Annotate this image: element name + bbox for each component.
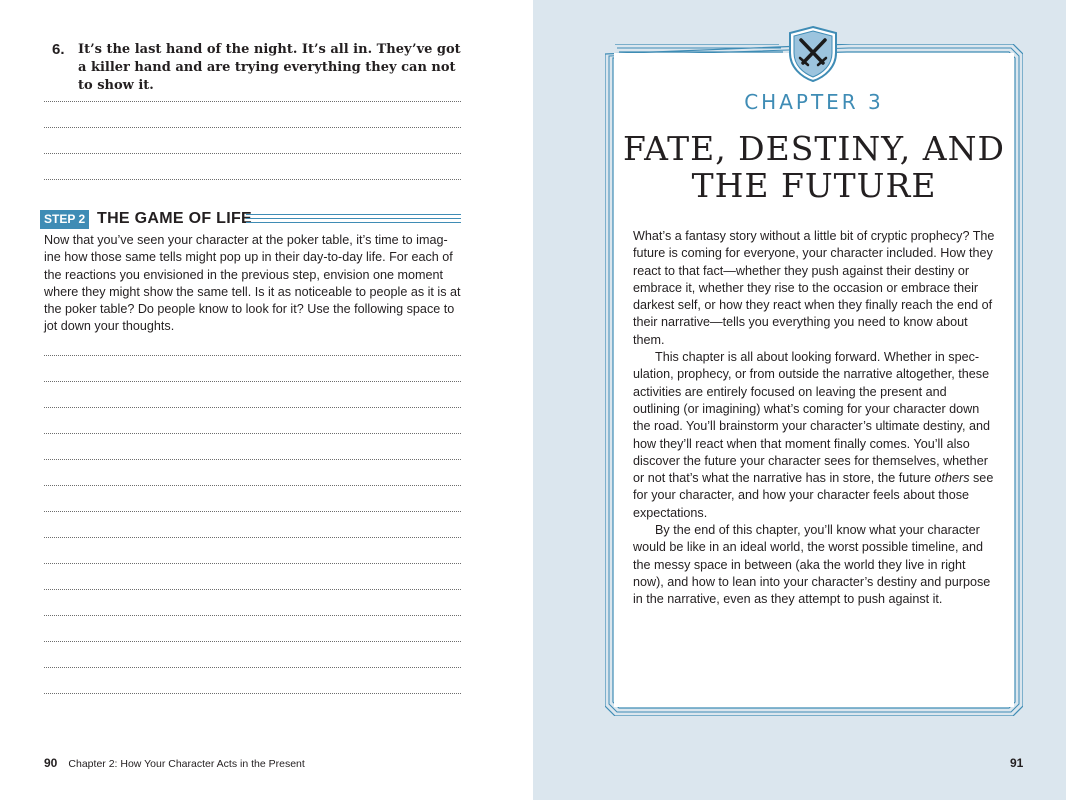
answer-line[interactable]: [44, 381, 461, 382]
answer-line[interactable]: [44, 127, 461, 128]
chapter-title: [605, 130, 1023, 204]
intro-paragraph: [633, 349, 995, 522]
emphasis-text: others: [934, 471, 970, 486]
answer-line[interactable]: [44, 407, 461, 408]
chapter-title-line: FATE, DESTINY, AND: [623, 129, 1005, 168]
answer-line[interactable]: [44, 693, 461, 694]
question-6: [52, 41, 472, 95]
chapter-title-line: THE FUTURE: [691, 166, 937, 205]
answer-line[interactable]: [44, 101, 461, 102]
answer-line[interactable]: [44, 537, 461, 538]
answer-line[interactable]: [44, 667, 461, 668]
answer-line[interactable]: [44, 563, 461, 564]
question-number: 6.: [52, 41, 65, 58]
answer-line[interactable]: [44, 459, 461, 460]
chapter-label: CHAPTER 3: [744, 90, 884, 114]
chapter-intro: [633, 228, 995, 609]
page-number: 91: [1010, 756, 1024, 770]
page-number: 90: [44, 756, 58, 770]
step-body-text: Now that you’ve seen your character at the poker table, it’s time to imag-ine how those same tells might pop up in their day-to-day life. For each of the reactions you envisioned in the previous step, envision one moment where they might show the same tell. Is it as noticeable to people as it is at the poker table? Do people know to look for it? Use the following space to jot down your thoughts.: [44, 233, 461, 334]
running-title: Chapter 2: How Your Character Acts in the Present: [68, 758, 305, 770]
intro-paragraph: What’s a fantasy story without a little bit of cryptic prophecy? The future is coming for everyone, your character included. How they react to that fact—whether they push against their destiny or embrace it, whether they rise to the occasion or embrace their darkest self, or how they react when they finally reach the end of their narrative—tells you everything you need to know about them.: [633, 229, 995, 347]
step-heading-rule: [246, 214, 461, 223]
paragraph-text: see for your character, and how your character feels about those expectations.: [633, 471, 994, 520]
answer-line[interactable]: [44, 485, 461, 486]
answer-line[interactable]: [44, 511, 461, 512]
intro-paragraph: By the end of this chapter, you’ll know what your character would be like in an ideal world, the worst possible timeline, and the messy space in between (aka the world they live in right now), and how to lean into your character’s destiny and purpose in the narrative, even as they attempt to push against it.: [633, 523, 991, 607]
crossed-swords-shield-icon: [787, 25, 839, 83]
answer-line[interactable]: [44, 153, 461, 154]
answer-line[interactable]: [44, 589, 461, 590]
question-text: It’s the last hand of the night. It’s all in. They’ve got a killer hand and are trying everything they can not to show it.: [78, 42, 461, 93]
step-badge: STEP 2: [40, 210, 89, 229]
answer-line[interactable]: [44, 355, 461, 356]
answer-line[interactable]: [44, 179, 461, 180]
left-page-footer: [44, 756, 305, 770]
answer-line[interactable]: [44, 615, 461, 616]
step-heading: [40, 209, 461, 229]
answer-line[interactable]: [44, 433, 461, 434]
step-title: THE GAME OF LIFE: [97, 210, 253, 227]
answer-line[interactable]: [44, 641, 461, 642]
paragraph-text: This chapter is all about looking forward. Whether in spec-ulation, prophecy, or from outside the narrative altogether, these activities are entirely focused on leaving the present and outlining (or imagining) what’s coming for your character down the road. You’ll brainstorm your character’s ultimate destiny, and how they’ll react when that moment finally comes. You’ll also discover the future your character sees for themselves, whether or not that’s what the narrative has in store, the future: [633, 350, 991, 486]
